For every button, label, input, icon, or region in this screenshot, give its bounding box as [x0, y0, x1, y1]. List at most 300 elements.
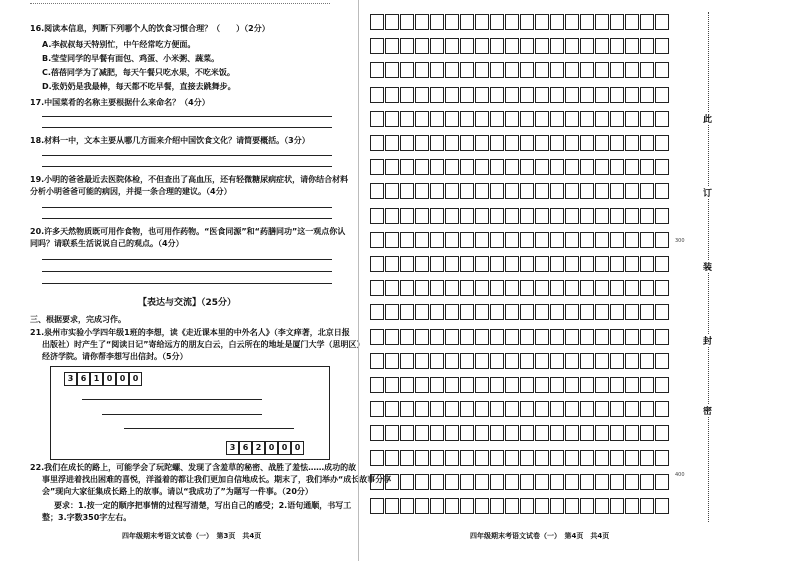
grid-cell[interactable]	[475, 474, 489, 490]
grid-cell[interactable]	[610, 425, 624, 441]
grid-cell[interactable]	[505, 111, 519, 127]
grid-cell[interactable]	[535, 401, 549, 417]
grid-cell[interactable]	[400, 62, 414, 78]
grid-cell[interactable]	[625, 14, 639, 30]
grid-cell[interactable]	[610, 159, 624, 175]
grid-cell[interactable]	[415, 159, 429, 175]
grid-cell[interactable]	[400, 208, 414, 224]
grid-cell[interactable]	[430, 329, 444, 345]
grid-cell[interactable]	[430, 111, 444, 127]
grid-cell[interactable]	[640, 280, 654, 296]
grid-cell[interactable]	[415, 474, 429, 490]
grid-cell[interactable]	[625, 474, 639, 490]
grid-cell[interactable]	[625, 135, 639, 151]
grid-cell[interactable]	[535, 87, 549, 103]
grid-cell[interactable]	[625, 208, 639, 224]
grid-cell[interactable]	[625, 377, 639, 393]
grid-cell[interactable]	[490, 256, 504, 272]
grid-cell[interactable]	[460, 232, 474, 248]
grid-cell[interactable]	[400, 450, 414, 466]
grid-cell[interactable]	[400, 38, 414, 54]
grid-cell[interactable]	[640, 450, 654, 466]
grid-cell[interactable]	[625, 280, 639, 296]
grid-cell[interactable]	[505, 135, 519, 151]
grid-cell[interactable]	[400, 425, 414, 441]
grid-cell[interactable]	[400, 232, 414, 248]
grid-cell[interactable]	[565, 62, 579, 78]
grid-cell[interactable]	[370, 498, 384, 514]
grid-cell[interactable]	[370, 87, 384, 103]
grid-cell[interactable]	[580, 329, 594, 345]
grid-cell[interactable]	[490, 38, 504, 54]
grid-cell[interactable]	[505, 183, 519, 199]
grid-cell[interactable]	[415, 256, 429, 272]
grid-cell[interactable]	[610, 329, 624, 345]
grid-cell[interactable]	[385, 14, 399, 30]
grid-cell[interactable]	[550, 232, 564, 248]
grid-cell[interactable]	[505, 159, 519, 175]
grid-cell[interactable]	[640, 208, 654, 224]
grid-cell[interactable]	[640, 474, 654, 490]
grid-cell[interactable]	[610, 280, 624, 296]
grid-cell[interactable]	[550, 498, 564, 514]
grid-cell[interactable]	[505, 401, 519, 417]
grid-cell[interactable]	[475, 111, 489, 127]
grid-cell[interactable]	[445, 425, 459, 441]
grid-cell[interactable]	[490, 353, 504, 369]
grid-cell[interactable]	[595, 183, 609, 199]
answer-line[interactable]	[42, 259, 332, 260]
grid-cell[interactable]	[385, 425, 399, 441]
grid-cell[interactable]	[520, 256, 534, 272]
grid-cell[interactable]	[580, 62, 594, 78]
grid-cell[interactable]	[625, 425, 639, 441]
grid-cell[interactable]	[595, 498, 609, 514]
grid-cell[interactable]	[430, 208, 444, 224]
grid-cell[interactable]	[475, 62, 489, 78]
grid-cell[interactable]	[415, 38, 429, 54]
grid-cell[interactable]	[460, 159, 474, 175]
grid-cell[interactable]	[520, 208, 534, 224]
grid-cell[interactable]	[475, 450, 489, 466]
grid-cell[interactable]	[565, 401, 579, 417]
grid-cell[interactable]	[370, 425, 384, 441]
grid-cell[interactable]	[610, 353, 624, 369]
grid-cell[interactable]	[415, 450, 429, 466]
grid-cell[interactable]	[625, 87, 639, 103]
grid-cell[interactable]	[550, 62, 564, 78]
grid-cell[interactable]	[595, 208, 609, 224]
grid-cell[interactable]	[400, 304, 414, 320]
grid-cell[interactable]	[565, 14, 579, 30]
grid-cell[interactable]	[385, 353, 399, 369]
grid-cell[interactable]	[445, 111, 459, 127]
grid-cell[interactable]	[595, 450, 609, 466]
grid-cell[interactable]	[445, 38, 459, 54]
grid-cell[interactable]	[565, 183, 579, 199]
grid-cell[interactable]	[370, 450, 384, 466]
grid-cell[interactable]	[610, 450, 624, 466]
grid-cell[interactable]	[445, 498, 459, 514]
grid-cell[interactable]	[520, 401, 534, 417]
grid-cell[interactable]	[535, 183, 549, 199]
grid-cell[interactable]	[520, 159, 534, 175]
grid-cell[interactable]	[580, 159, 594, 175]
grid-cell[interactable]	[430, 450, 444, 466]
grid-cell[interactable]	[415, 353, 429, 369]
grid-cell[interactable]	[430, 256, 444, 272]
grid-cell[interactable]	[490, 474, 504, 490]
grid-cell[interactable]	[535, 159, 549, 175]
grid-cell[interactable]	[430, 62, 444, 78]
grid-cell[interactable]	[640, 329, 654, 345]
grid-cell[interactable]	[475, 304, 489, 320]
composition-grid[interactable]	[370, 14, 678, 524]
grid-cell[interactable]	[520, 38, 534, 54]
grid-cell[interactable]	[565, 38, 579, 54]
postcode-digit[interactable]: 0	[265, 441, 278, 455]
grid-cell[interactable]	[385, 450, 399, 466]
grid-cell[interactable]	[550, 111, 564, 127]
grid-cell[interactable]	[415, 304, 429, 320]
grid-cell[interactable]	[640, 377, 654, 393]
grid-cell[interactable]	[655, 329, 669, 345]
answer-line[interactable]	[42, 166, 332, 167]
grid-cell[interactable]	[415, 498, 429, 514]
grid-cell[interactable]	[505, 280, 519, 296]
answer-line[interactable]	[42, 218, 332, 219]
grid-cell[interactable]	[460, 135, 474, 151]
address-line[interactable]	[82, 399, 262, 400]
grid-cell[interactable]	[520, 377, 534, 393]
grid-cell[interactable]	[385, 87, 399, 103]
grid-cell[interactable]	[460, 401, 474, 417]
grid-cell[interactable]	[385, 135, 399, 151]
grid-cell[interactable]	[580, 38, 594, 54]
grid-cell[interactable]	[535, 232, 549, 248]
grid-cell[interactable]	[595, 474, 609, 490]
grid-cell[interactable]	[490, 159, 504, 175]
grid-cell[interactable]	[415, 401, 429, 417]
grid-cell[interactable]	[580, 450, 594, 466]
grid-cell[interactable]	[655, 401, 669, 417]
grid-cell[interactable]	[370, 377, 384, 393]
grid-cell[interactable]	[370, 14, 384, 30]
grid-cell[interactable]	[445, 183, 459, 199]
grid-cell[interactable]	[625, 498, 639, 514]
grid-cell[interactable]	[520, 232, 534, 248]
grid-cell[interactable]	[445, 474, 459, 490]
grid-cell[interactable]	[430, 353, 444, 369]
grid-cell[interactable]	[535, 135, 549, 151]
grid-cell[interactable]	[445, 401, 459, 417]
grid-cell[interactable]	[475, 329, 489, 345]
grid-cell[interactable]	[370, 256, 384, 272]
grid-cell[interactable]	[655, 232, 669, 248]
grid-cell[interactable]	[430, 135, 444, 151]
grid-cell[interactable]	[430, 474, 444, 490]
grid-cell[interactable]	[550, 450, 564, 466]
grid-cell[interactable]	[550, 208, 564, 224]
grid-cell[interactable]	[385, 474, 399, 490]
grid-cell[interactable]	[595, 304, 609, 320]
grid-cell[interactable]	[370, 304, 384, 320]
grid-cell[interactable]	[595, 329, 609, 345]
grid-cell[interactable]	[640, 183, 654, 199]
grid-cell[interactable]	[520, 450, 534, 466]
grid-cell[interactable]	[655, 450, 669, 466]
address-line[interactable]	[124, 428, 294, 429]
grid-cell[interactable]	[580, 425, 594, 441]
grid-cell[interactable]	[565, 498, 579, 514]
grid-cell[interactable]	[580, 14, 594, 30]
grid-cell[interactable]	[430, 38, 444, 54]
grid-cell[interactable]	[445, 135, 459, 151]
grid-cell[interactable]	[595, 232, 609, 248]
grid-cell[interactable]	[595, 87, 609, 103]
grid-cell[interactable]	[520, 280, 534, 296]
grid-cell[interactable]	[415, 183, 429, 199]
grid-cell[interactable]	[565, 353, 579, 369]
grid-cell[interactable]	[595, 401, 609, 417]
grid-cell[interactable]	[655, 135, 669, 151]
grid-cell[interactable]	[550, 135, 564, 151]
grid-cell[interactable]	[430, 87, 444, 103]
grid-cell[interactable]	[550, 304, 564, 320]
grid-cell[interactable]	[595, 111, 609, 127]
grid-cell[interactable]	[640, 498, 654, 514]
grid-cell[interactable]	[610, 474, 624, 490]
grid-cell[interactable]	[535, 38, 549, 54]
grid-cell[interactable]	[550, 329, 564, 345]
grid-cell[interactable]	[505, 450, 519, 466]
grid-cell[interactable]	[490, 87, 504, 103]
grid-cell[interactable]	[505, 232, 519, 248]
grid-cell[interactable]	[385, 38, 399, 54]
grid-cell[interactable]	[655, 208, 669, 224]
grid-cell[interactable]	[460, 304, 474, 320]
grid-cell[interactable]	[610, 401, 624, 417]
grid-cell[interactable]	[655, 159, 669, 175]
grid-cell[interactable]	[625, 159, 639, 175]
grid-cell[interactable]	[475, 232, 489, 248]
address-line[interactable]	[102, 414, 262, 415]
grid-cell[interactable]	[400, 135, 414, 151]
grid-cell[interactable]	[370, 474, 384, 490]
grid-cell[interactable]	[475, 256, 489, 272]
grid-cell[interactable]	[415, 87, 429, 103]
grid-cell[interactable]	[505, 62, 519, 78]
grid-cell[interactable]	[460, 474, 474, 490]
grid-cell[interactable]	[385, 183, 399, 199]
grid-cell[interactable]	[550, 474, 564, 490]
answer-line[interactable]	[42, 155, 332, 156]
grid-cell[interactable]	[520, 14, 534, 30]
postcode-digit[interactable]: 6	[239, 441, 252, 455]
grid-cell[interactable]	[535, 498, 549, 514]
grid-cell[interactable]	[490, 304, 504, 320]
grid-cell[interactable]	[580, 232, 594, 248]
grid-cell[interactable]	[550, 38, 564, 54]
grid-cell[interactable]	[460, 377, 474, 393]
grid-cell[interactable]	[445, 450, 459, 466]
grid-cell[interactable]	[625, 38, 639, 54]
grid-cell[interactable]	[640, 62, 654, 78]
grid-cell[interactable]	[655, 87, 669, 103]
grid-cell[interactable]	[400, 256, 414, 272]
grid-cell[interactable]	[460, 208, 474, 224]
grid-cell[interactable]	[385, 256, 399, 272]
grid-cell[interactable]	[640, 14, 654, 30]
grid-cell[interactable]	[565, 111, 579, 127]
grid-cell[interactable]	[610, 87, 624, 103]
grid-cell[interactable]	[655, 14, 669, 30]
grid-cell[interactable]	[490, 62, 504, 78]
grid-cell[interactable]	[400, 280, 414, 296]
grid-cell[interactable]	[505, 87, 519, 103]
grid-cell[interactable]	[490, 135, 504, 151]
grid-cell[interactable]	[400, 401, 414, 417]
grid-cell[interactable]	[625, 304, 639, 320]
answer-line[interactable]	[42, 127, 332, 128]
grid-cell[interactable]	[595, 62, 609, 78]
grid-cell[interactable]	[565, 329, 579, 345]
grid-cell[interactable]	[595, 135, 609, 151]
grid-cell[interactable]	[460, 498, 474, 514]
grid-cell[interactable]	[430, 183, 444, 199]
grid-cell[interactable]	[595, 256, 609, 272]
answer-line[interactable]	[42, 207, 332, 208]
grid-cell[interactable]	[655, 183, 669, 199]
grid-cell[interactable]	[640, 159, 654, 175]
grid-cell[interactable]	[655, 498, 669, 514]
grid-cell[interactable]	[550, 401, 564, 417]
grid-cell[interactable]	[475, 498, 489, 514]
grid-cell[interactable]	[580, 498, 594, 514]
grid-cell[interactable]	[655, 425, 669, 441]
grid-cell[interactable]	[475, 208, 489, 224]
grid-cell[interactable]	[625, 111, 639, 127]
grid-cell[interactable]	[520, 329, 534, 345]
grid-cell[interactable]	[385, 232, 399, 248]
postcode-digit[interactable]: 3	[64, 372, 77, 386]
grid-cell[interactable]	[565, 377, 579, 393]
grid-cell[interactable]	[430, 401, 444, 417]
grid-cell[interactable]	[475, 401, 489, 417]
grid-cell[interactable]	[370, 232, 384, 248]
grid-cell[interactable]	[400, 474, 414, 490]
grid-cell[interactable]	[445, 256, 459, 272]
grid-cell[interactable]	[625, 450, 639, 466]
grid-cell[interactable]	[370, 280, 384, 296]
grid-cell[interactable]	[490, 14, 504, 30]
grid-cell[interactable]	[385, 329, 399, 345]
grid-cell[interactable]	[520, 135, 534, 151]
grid-cell[interactable]	[535, 377, 549, 393]
grid-cell[interactable]	[385, 280, 399, 296]
grid-cell[interactable]	[520, 111, 534, 127]
grid-cell[interactable]	[415, 425, 429, 441]
grid-cell[interactable]	[430, 14, 444, 30]
grid-cell[interactable]	[460, 329, 474, 345]
grid-cell[interactable]	[565, 87, 579, 103]
grid-cell[interactable]	[535, 329, 549, 345]
grid-cell[interactable]	[475, 14, 489, 30]
grid-cell[interactable]	[640, 256, 654, 272]
grid-cell[interactable]	[610, 208, 624, 224]
postcode-digit[interactable]: 0	[103, 372, 116, 386]
grid-cell[interactable]	[565, 304, 579, 320]
grid-cell[interactable]	[520, 474, 534, 490]
postcode-digit[interactable]: 3	[226, 441, 239, 455]
grid-cell[interactable]	[370, 38, 384, 54]
postcode-digit[interactable]: 1	[90, 372, 103, 386]
grid-cell[interactable]	[640, 232, 654, 248]
grid-cell[interactable]	[535, 111, 549, 127]
grid-cell[interactable]	[370, 208, 384, 224]
grid-cell[interactable]	[430, 159, 444, 175]
grid-cell[interactable]	[460, 38, 474, 54]
grid-cell[interactable]	[550, 377, 564, 393]
grid-cell[interactable]	[490, 208, 504, 224]
grid-cell[interactable]	[580, 111, 594, 127]
grid-cell[interactable]	[565, 280, 579, 296]
grid-cell[interactable]	[370, 183, 384, 199]
grid-cell[interactable]	[505, 208, 519, 224]
grid-cell[interactable]	[430, 232, 444, 248]
grid-cell[interactable]	[475, 280, 489, 296]
grid-cell[interactable]	[400, 14, 414, 30]
grid-cell[interactable]	[535, 208, 549, 224]
grid-cell[interactable]	[640, 135, 654, 151]
grid-cell[interactable]	[535, 450, 549, 466]
grid-cell[interactable]	[550, 159, 564, 175]
grid-cell[interactable]	[430, 425, 444, 441]
grid-cell[interactable]	[625, 329, 639, 345]
grid-cell[interactable]	[610, 498, 624, 514]
grid-cell[interactable]	[550, 425, 564, 441]
postcode-digit[interactable]: 0	[129, 372, 142, 386]
grid-cell[interactable]	[445, 304, 459, 320]
grid-cell[interactable]	[655, 38, 669, 54]
answer-line[interactable]	[42, 271, 332, 272]
grid-cell[interactable]	[385, 111, 399, 127]
grid-cell[interactable]	[610, 62, 624, 78]
grid-cell[interactable]	[595, 159, 609, 175]
grid-cell[interactable]	[595, 425, 609, 441]
grid-cell[interactable]	[475, 159, 489, 175]
grid-cell[interactable]	[385, 377, 399, 393]
grid-cell[interactable]	[520, 353, 534, 369]
grid-cell[interactable]	[655, 62, 669, 78]
grid-cell[interactable]	[610, 14, 624, 30]
grid-cell[interactable]	[535, 425, 549, 441]
grid-cell[interactable]	[655, 304, 669, 320]
grid-cell[interactable]	[535, 14, 549, 30]
grid-cell[interactable]	[535, 256, 549, 272]
grid-cell[interactable]	[655, 474, 669, 490]
grid-cell[interactable]	[490, 183, 504, 199]
grid-cell[interactable]	[580, 280, 594, 296]
grid-cell[interactable]	[370, 135, 384, 151]
grid-cell[interactable]	[625, 256, 639, 272]
grid-cell[interactable]	[430, 280, 444, 296]
grid-cell[interactable]	[505, 377, 519, 393]
grid-cell[interactable]	[535, 280, 549, 296]
grid-cell[interactable]	[640, 304, 654, 320]
grid-cell[interactable]	[385, 498, 399, 514]
grid-cell[interactable]	[580, 377, 594, 393]
